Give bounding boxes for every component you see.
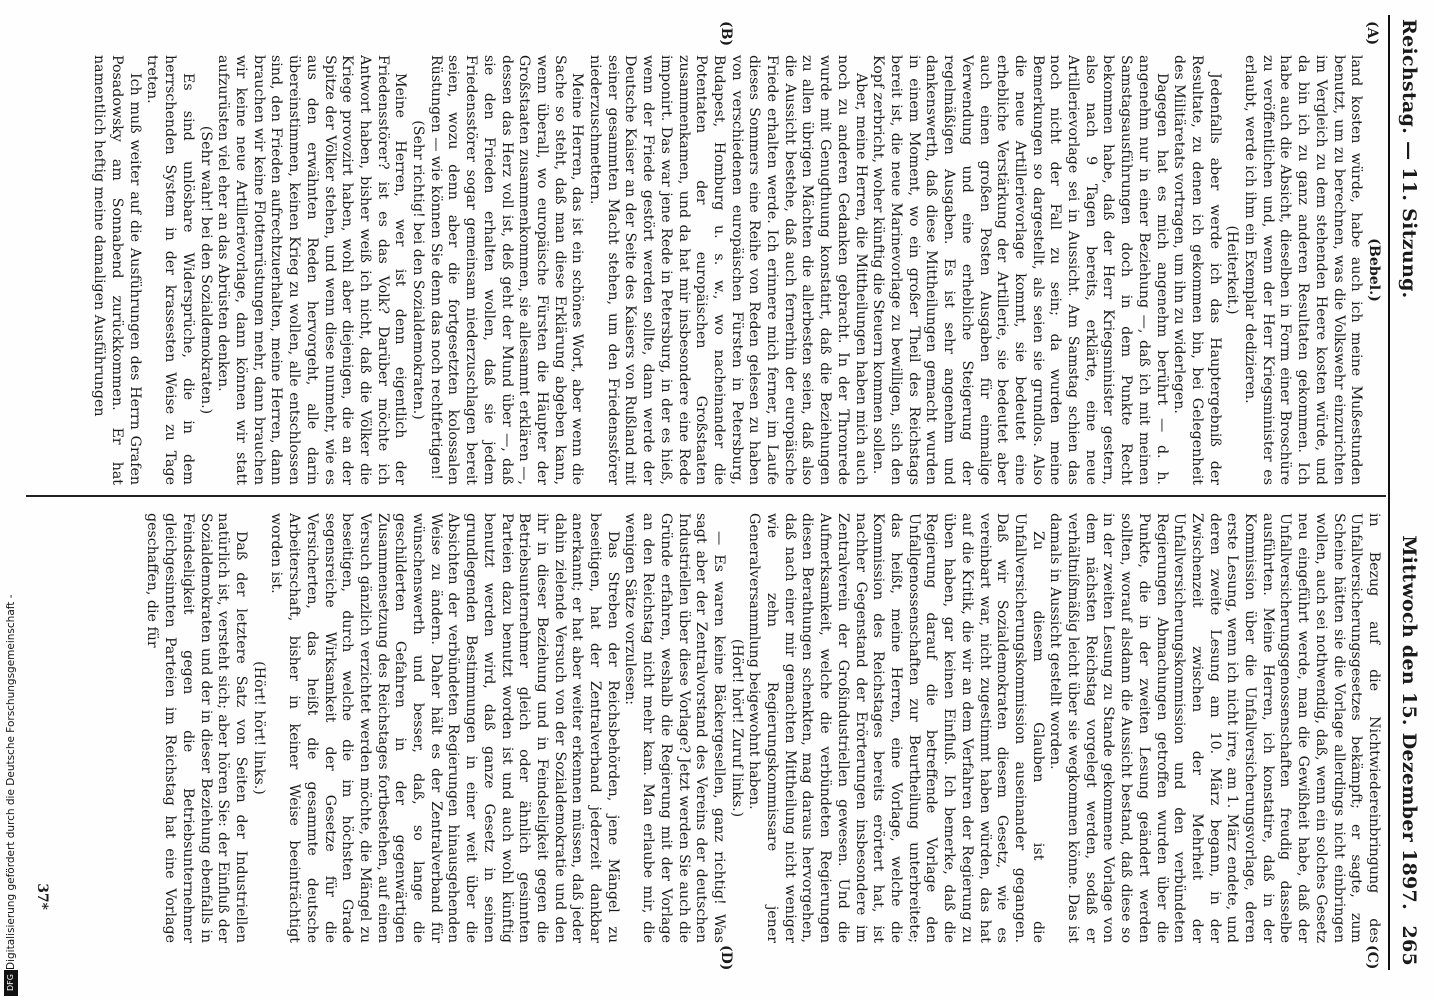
header-title-right: Mittwoch den 15. Dezember 1897. xyxy=(1398,535,1420,910)
paragraph: — Es waren keine Bäckergesellen, ganz richtig! Was sagt aber der Zentralvorstand des Vereins der deutschen Industriellen über diese Vorlage? Jetzt werden Sie auch die Gründe erfahren, weshalb die Regierung mit der Vorlage an den Reichstag nicht mehr kam. Man erlaube mir, die wenigen Sätze vorzulesen: xyxy=(622,513,727,943)
paragraph: Jedenfalls aber werde ich das Hauptergebniß der Resultate, zu denen ich gekommen bin, bei Gelegenheit des Militäretats vortragen, um ihn zu widerlegen. xyxy=(1171,55,1223,485)
signature-mark: 37* xyxy=(34,883,50,910)
digitization-credit xyxy=(2,0,20,1000)
left-column xyxy=(42,55,1382,485)
margin-mark-b: (B) xyxy=(718,21,734,47)
newspaper-sheet xyxy=(24,15,1434,970)
paragraph: Es sind unlösbare Widersprüche, die in dem herrschenden System in der krassesten Weise zu Tage treten. xyxy=(144,55,196,485)
paragraph: in Bezug auf die Nichtwiedereinbringung des Unfallversicherungsgesetzes bekämpft; er sagte, zum Scheine hätten sie die Vorlage allerdings nicht einbringen wollen, auch sei nothwendig, daß, wenn ein solches Gesetz neu eingeführt werde, man die Gewißheit habe, daß der Unfallversicherungsgenossenschaften freudig dasselbe ausführten. Meine Herren, ich konstatire, daß in der Kommission über die Unfallversicherungsvorlage, deren erste Lesung, wenn ich nicht irre, am 1. März endete, und deren zweite Lesung am 10. März begann, in der Zwischenzeit zwischen der Mehrheit der Unfallversicherungskommission und den verbündeten Regierungen Abmachungen getroffen wurden über die Punkte, die in der zweiten Lesung geändert werden sollten, worauf alsdann die Aussicht bestand, daß diese so in der zweiten Lesung zu Stande gekommene Vorlage von dem nächsten Reichstag vorgelegt werden, sodaß er verhältnißmäßig leicht über sie wegkommen könne. Das ist damals in Aussicht gestellt worden. xyxy=(1047,513,1382,943)
interjection: (Heiterkeit.) xyxy=(1224,225,1241,315)
margin-mark-d: (D) xyxy=(718,945,734,971)
header-rule xyxy=(1388,15,1390,970)
dfg-logo: DFG xyxy=(4,970,18,996)
column-divider xyxy=(26,495,1386,497)
interjection: (Sehr wahr! bei den Sozialdemokraten.) xyxy=(197,125,214,415)
paragraph: Meine Herren, das ist ein schönes Wort, aber wenn die Sache so steht, daß man diese Erklärung abgeben kann, wenn überall, wo europäische Fürsten die Häupter der Großstaaten zusammenkommen, sie allesammt erklären —, dessen das Herz voll ist, deß geht der Mund über —, daß sie den Frieden erhalten wollen, daß sie jedem Friedensstörer sogar gemeinsam niederzuschlagen bereit seien, wozu denn aber die fortgesetzten kolossalen Rüstungen — wie können Sie denn das noch rechtfertigen! xyxy=(427,55,586,485)
right-column xyxy=(42,513,1382,943)
interjection: (Hört! hört! links.) xyxy=(250,661,267,795)
page-number: 265 xyxy=(1398,925,1420,966)
interjection: (Hört! hört! Zuruf links.) xyxy=(728,638,745,818)
interjection: (Sehr richtig! bei den Sozialdemokraten.) xyxy=(410,120,427,420)
header-title-left: Reichstag. — 11. Sitzung. xyxy=(1398,19,1420,299)
paragraph: Das Streben der Reichsbehörden, jene Mängel zu beseitigen, hat der Zentralverband jederzeit dankbar anerkannt; er hat aber weiter erkennen müssen, daß jeder dahin zielende Versuch von der Sozialdemokratie und den ihr in dieser Beziehung und in Feindseligkeit gegen die Betriebsunternehmer gleich oder ähnlich gesinnten Parteien dazu benutzt worden ist und auch wohl künftig benutzt werden wird, daß ganze Gesetz in seinen grundlegenden Bestimmungen in einer weit über die Absichten der verbündeten Regierungen hinausgehenden Weise zu ändern. Daher hält es der Zentralverband für wünschenswerth und besser, daß, so lange die geschilderten Gefahren in der gegenwärtigen Zusammensetzung des Reichstages fortbestehen, auf einen Versuch gänzlich verzichtet werden möchte, die Mängel zu beseitigen, durch welche die im höchsten Grade segensreiche Wirksamkeit der Gesetze für die Versicherten, das heißt die gesammte deutsche Arbeiterschaft, bisher in keiner Weise beeinträchtigt worden ist. xyxy=(268,513,621,943)
page-header xyxy=(1394,15,1424,970)
credit-text: Digitalisierung gefördert durch die Deutsche Forschungsgemeinschaft - xyxy=(5,594,17,970)
margin-mark-a: (A) xyxy=(1364,21,1380,46)
paragraph: Ich muß weiter auf die Ausführungen des Herrn Grafen Posadowsky am Sonnabend zurückkommen. Er hat namentlich heftig meine damaligen Ausführungen xyxy=(91,55,143,485)
paragraph: Dagegen hat es mich angenehm berührt — d. h. angenehm nur in einer Beziehung —, daß ich mit meinen Samstagsausführungen doch in dem Punkte Recht bekommen habe, daß der Herr Kriegsminister gestern, also nach 9 Tagen bereits, erklärte, eine neue Artillerievorlage sei in Aussicht. Am Samstag schien das noch nicht der Fall zu sein; da wurden meine Bemerkungen so dargestellt, als seien sie grundlos. Also die neue Artillerievorlage kommt, sie bedeutet eine erhebliche Verstärkung der Artillerie, sie bedeutet aber auch einen großen Posten Ausgaben für einmalige Verwendung und eine erhebliche Steigerung der regelmäßigen Ausgaben. Es ist sehr angenehm und dankenswerth, daß diese Mittheilungen gemacht wurden in einem Moment, wo ein großer Theil des Reichstags bereit ist, die neue Marinevorlage zu bewilligen, sich den Kopf zerbricht, woher künftig die Steuern kommen sollen. xyxy=(870,55,1170,485)
paragraph: Zu diesem Glauben ist die Unfallversicherungskommission auseinander gegangen. Daß wir Sozialdemokraten diesem Gesetz, wie es vereinbart war, nicht zugestimmt haben würden, das hat auf die Kritik, die wir an dem Verfahren der Regierung zu üben haben, gar keinen Einfluß. Ich bemerke, daß die Regierung darauf die betreffende Vorlage den Unfallgenossenschaften zur Beurtheilung unterbreitete; das heißt, meine Herren, eine Vorlage, welche die Kommission des Reichstages bereits erörtert hat, ist nachher Gegenstand der Erörterungen insbesondere im Zentralverein der Großindustriellen gewesen. Und die Aufmerksamkeit, welche die verbündeten Regierungen diesen Berathungen schenkten, mag daraus hervorgehen, daß nach einer mir gemachten Mittheilung nicht weniger wie zehn Regierungskommissare jener Generalversammlung beigewohnt haben. xyxy=(746,513,1046,943)
paragraph: Meine Herren, wer ist denn eigentlich der Friedensstörer? ist es das Volk? Darüber möchte ich Antwort haben, bisher weiß ich nicht, daß die Völker die Kriege provozirt haben, wohl aber diejenigen, die an der Spitze der Völker stehen, und wenn diese nunmehr, wie es aus den erwähnten Reden hervorgeht, alle darin übereinstimmen, keinen Krieg zu wollen, alle entschlossen sind, den Frieden aufrechtzuerhalten, meine Herren, dann brauchen wir keine Flottenrüstungen mehr, dann brauchen wir keine neue Artillerievorlage, dann können wir statt aufzurüsten viel eher an das Abrüsten denken. xyxy=(215,55,409,485)
margin-mark-c: (C) xyxy=(1364,945,1380,970)
speaker-name: (Bebel.) xyxy=(1366,238,1382,302)
paragraph: Daß der letztere Satz von Seiten der Industriellen natürlich ist, versteht sich; aber hören Sie: der Einfluß der Sozialdemokraten und der in dieser Beziehung ebenfalls in Feindseligkeit gegen die Betriebsunternehmer gleichgesinnten Parteien im Reichstag hat eine Vorlage geschaffen, die für xyxy=(144,513,249,943)
paragraph: land kosten würde, habe auch ich meine Mußestunden benutzt, um zu berechnen, was die Volkswehr einzurichten im Vergleich zu dem stehenden Heere kosten würde, und da bin ich zu ganz anderen Resultaten gekommen. Ich habe auch die Absicht, dieselben in Form einer Broschüre zu veröffentlichen und, wenn der Herr Kriegsminister es erlaubt, werde ich ihm ein Exemplar dedizieren. xyxy=(1242,55,1365,485)
paragraph: Aber, meine Herren, die Mittheilungen haben mich auch noch zu anderen Gedanken gebracht. In der Thronrede wurde mit Genugthuung konstatirt, daß die Beziehungen zu allen übrigen Mächten die allerbesten seien, daß also die Aussicht bestehe, daß auch fernerhin der europäische Friede erhalten werde. Ich erinnere mich ferner, im Laufe dieses Sommers eine Reihe von Reden gelesen zu haben von verschiedenen europäischen Fürsten in Petersburg, Budapest, Homburg u. s. w., wo nacheinander die Potentaten der europäischen Großstaaten zusammenkamen, und da hat mir insbesondere eine Rede imponirt. Das war jene Rede in Petersburg, in der es hieß, wenn der Friede gestört werden sollte, dann werde der Deutsche Kaiser an der Seite des Kaisers von Rußland mit seiner gesammten Macht stehen, um den Friedensstörer niederzuschmettern. xyxy=(587,55,869,485)
